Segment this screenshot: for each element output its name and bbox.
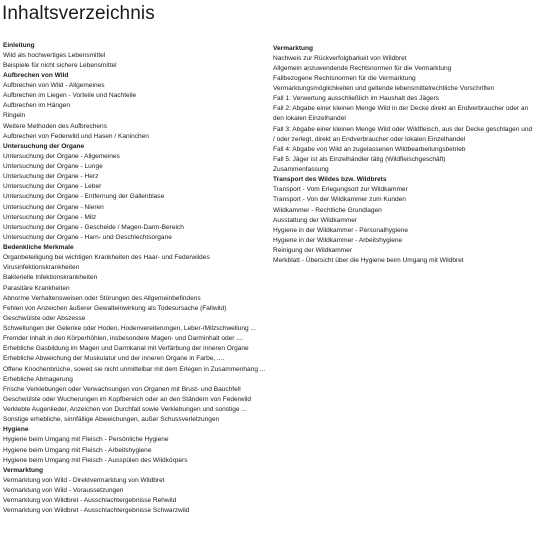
toc-section-heading: Aufbrechen von Wild bbox=[3, 71, 69, 79]
toc-entry[interactable]: Untersuchung der Organe - Herz bbox=[3, 173, 99, 181]
toc-entry[interactable]: Weitere Methoden des Aufbrechens bbox=[3, 122, 107, 130]
toc-entry[interactable]: Transport - Vom Erlegungsort zur Wildkammer bbox=[273, 186, 408, 194]
toc-entry[interactable]: Aufbrechen im Hängen bbox=[3, 102, 70, 110]
toc-entry[interactable]: Schwellungen der Gelenke oder Hoden, Hodenvereiterungen, Leber-/Milzschwellung ... bbox=[3, 325, 256, 332]
toc-entry[interactable]: Untersuchung der Organe - Nieren bbox=[3, 203, 104, 211]
toc-section-heading: Untersuchung der Organe bbox=[3, 142, 85, 150]
toc-entry[interactable]: Wild als hochwertiges Lebensmittel bbox=[3, 51, 106, 59]
toc-entry[interactable]: Vermarktung von Wildbret - Ausschlachtergebnisse Rehwild bbox=[3, 497, 177, 505]
toc-entry[interactable]: Abnorme Verhaltensweisen oder Störungen des Allgemeinbefindens bbox=[3, 294, 201, 302]
toc-entry[interactable]: Untersuchung der Organe - Harn- und Geschlechtsorgane bbox=[3, 233, 172, 241]
toc-entry[interactable]: Vermarktung von Wild - Voraussetzungen bbox=[3, 487, 124, 494]
toc-entry[interactable]: Wildkammer - Rechtliche Grundlagen bbox=[273, 206, 382, 214]
toc-entry[interactable]: Hygiene in der Wildkammer - Personalhygiene bbox=[273, 226, 408, 234]
toc-entry[interactable]: Fall 1: Verwertung ausschließlich im Haushalt des Jägers bbox=[273, 95, 439, 103]
toc-entry[interactable]: Nachweis zur Rückverfolgbarkeit von Wildbret bbox=[273, 54, 407, 62]
toc-entry[interactable]: Ringeln bbox=[3, 112, 26, 120]
toc-entry[interactable]: Hygiene beim Umgang mit Fleisch - Arbeitshygiene bbox=[3, 446, 152, 454]
toc-section-heading: Hygiene bbox=[3, 426, 29, 434]
toc-entry[interactable]: Untersuchung der Organe - Milz bbox=[3, 213, 97, 221]
toc-entry[interactable]: Untersuchung der Organe - Gescheide / Magen-Darm-Bereich bbox=[3, 223, 184, 231]
toc-entry[interactable]: Untersuchung der Organe - Leber bbox=[3, 183, 102, 191]
toc-section-heading: Vermarktung bbox=[273, 44, 314, 52]
page-title: Inhaltsverzeichnis bbox=[2, 3, 155, 24]
toc-entry[interactable]: Fall 4: Abgabe von Wild an zugelassenen Wildbearbeitungsbetrieb bbox=[273, 145, 466, 153]
toc-entry[interactable]: Fehlen von Anzeichen äußerer Gewalteinwirkung als Todesursache (Fallwild) bbox=[3, 304, 227, 312]
toc-entry[interactable]: Erhebliche Abweichung der Muskulatur und der inneren Organe in Farbe, .... bbox=[3, 355, 225, 363]
toc-entry[interactable]: Reinigung der Wildkammer bbox=[273, 247, 352, 254]
toc-entry[interactable]: Organbeteiligung bei wichtigen Krankheiten des Haar- und Federwildes bbox=[3, 254, 210, 262]
toc-entry[interactable]: Hygiene beim Umgang mit Fleisch - Persönliche Hygiene bbox=[3, 436, 169, 444]
toc-entry[interactable]: Transport - Von der Wildkammer zum Kunden bbox=[273, 196, 406, 204]
toc-entry[interactable]: Hygiene in der Wildkammer - Arbeitshygiene bbox=[273, 236, 403, 244]
toc-entry[interactable]: Vermarktung von Wildbret - Ausschlachtergebnisse Schwarzwild bbox=[3, 507, 190, 515]
toc-section-heading: Vermarktung bbox=[3, 466, 44, 474]
toc-left-column bbox=[3, 41, 265, 517]
toc-entry[interactable]: Vermarktung von Wild - Direktvermarktung von Wildbret bbox=[3, 476, 165, 484]
toc-entry[interactable]: Vermarktungsmöglichkeiten und geltende lebensmittelrechtliche Vorschriften bbox=[273, 85, 495, 92]
toc-entry[interactable]: Beispiele für nicht sichere Lebensmittel bbox=[3, 61, 117, 69]
toc-entry[interactable]: Untersuchung der Organe - Entfernung der Gallenblase bbox=[3, 193, 165, 201]
toc-section-heading: Einleitung bbox=[3, 41, 35, 49]
toc-entry[interactable]: Aufbrechen im Liegen - Vorteile und Nachteile bbox=[3, 92, 137, 100]
toc-entry[interactable]: Aufbrechen von Federwild und Hasen / Kaninchen bbox=[3, 132, 149, 140]
toc-entry[interactable]: Hygiene beim Umgang mit Fleisch - Ausspülen des Wildkörpers bbox=[3, 456, 188, 464]
toc-entry[interactable]: Untersuchung der Organe - Allgemeines bbox=[3, 152, 120, 160]
toc-entry[interactable]: Fall 2: Abgabe einer kleinen Menge Wild in der Decke direkt an Endverbraucher oder an den lokalen Einzelhandel bbox=[273, 105, 529, 123]
toc-right-column bbox=[273, 44, 535, 267]
toc-entry[interactable]: Frische Verklebungen oder Verwachsungen von Organen mit Brust- und Bauchfell bbox=[3, 385, 241, 393]
toc-entry[interactable]: Untersuchung der Organe - Lunge bbox=[3, 163, 103, 170]
toc-entry[interactable]: Aufbrechen von Wild - Allgemeines bbox=[3, 82, 105, 89]
toc-entry[interactable]: Sonstige erhebliche, sinnfällige Abweichungen, außer Schussverletzungen bbox=[3, 416, 220, 424]
toc-entry[interactable]: Virusinfektionskrankheiten bbox=[3, 264, 80, 272]
toc-section-heading: Bedenkliche Merkmale bbox=[3, 244, 74, 251]
toc-entry[interactable]: Offene Knochenbrüche, soweit sie nicht unmittelbar mit dem Erlegen in Zusammenhang ... bbox=[3, 365, 265, 373]
toc-entry[interactable]: Fall 5: Jäger ist als Einzelhändler tätig (Wildfleischgeschäft) bbox=[273, 155, 446, 163]
toc-entry[interactable]: Geschwülste oder Abszesse bbox=[3, 314, 86, 322]
toc-entry[interactable]: Zusammenfassung bbox=[273, 166, 329, 173]
toc-entry[interactable]: Bakterielle Infektionskrankheiten bbox=[3, 274, 98, 282]
toc-entry[interactable]: Erhebliche Abmagerung bbox=[3, 375, 73, 383]
toc-entry[interactable]: Allgemein anzuwendende Rechtsnormen für die Vermarktung bbox=[273, 64, 452, 72]
toc-entry[interactable]: Fall 3: Abgabe einer kleinen Menge Wild oder Wildfleisch, aus der Decke geschlagen und / oder zerlegt, direkt an Endverbraucher oder lokalen Einzelhandel bbox=[273, 125, 533, 143]
toc-entry[interactable]: Verklebte Augenlieder, Anzeichen von Durchfall sowie Verklebungen und sonstige ... bbox=[3, 406, 247, 413]
toc-entry[interactable]: Fallbezogene Rechtsnormen für die Vermarktung bbox=[273, 74, 416, 82]
toc-entry[interactable]: Geschwülste oder Wucherungen im Kopfbereich oder an den Ständern von Federwild bbox=[3, 395, 252, 403]
toc-entry[interactable]: Ausstattung der Wildkammer bbox=[273, 216, 358, 224]
toc-entry[interactable]: Fremder Inhalt in den Körperhöhlen, insbesondere Magen- und Darminhalt oder .... bbox=[3, 335, 244, 343]
toc-entry[interactable]: Parasitäre Krankheiten bbox=[3, 284, 70, 292]
toc-entry[interactable]: Merkblatt - Übersicht über die Hygiene beim Umgang mit Wildbret bbox=[273, 257, 464, 265]
toc-section-heading: Transport des Wildes bzw. Wildbrets bbox=[273, 176, 387, 184]
toc-entry[interactable]: Erhebliche Gasbildung im Magen und Darmkanal mit Verfärbung der inneren Organe bbox=[3, 345, 249, 353]
